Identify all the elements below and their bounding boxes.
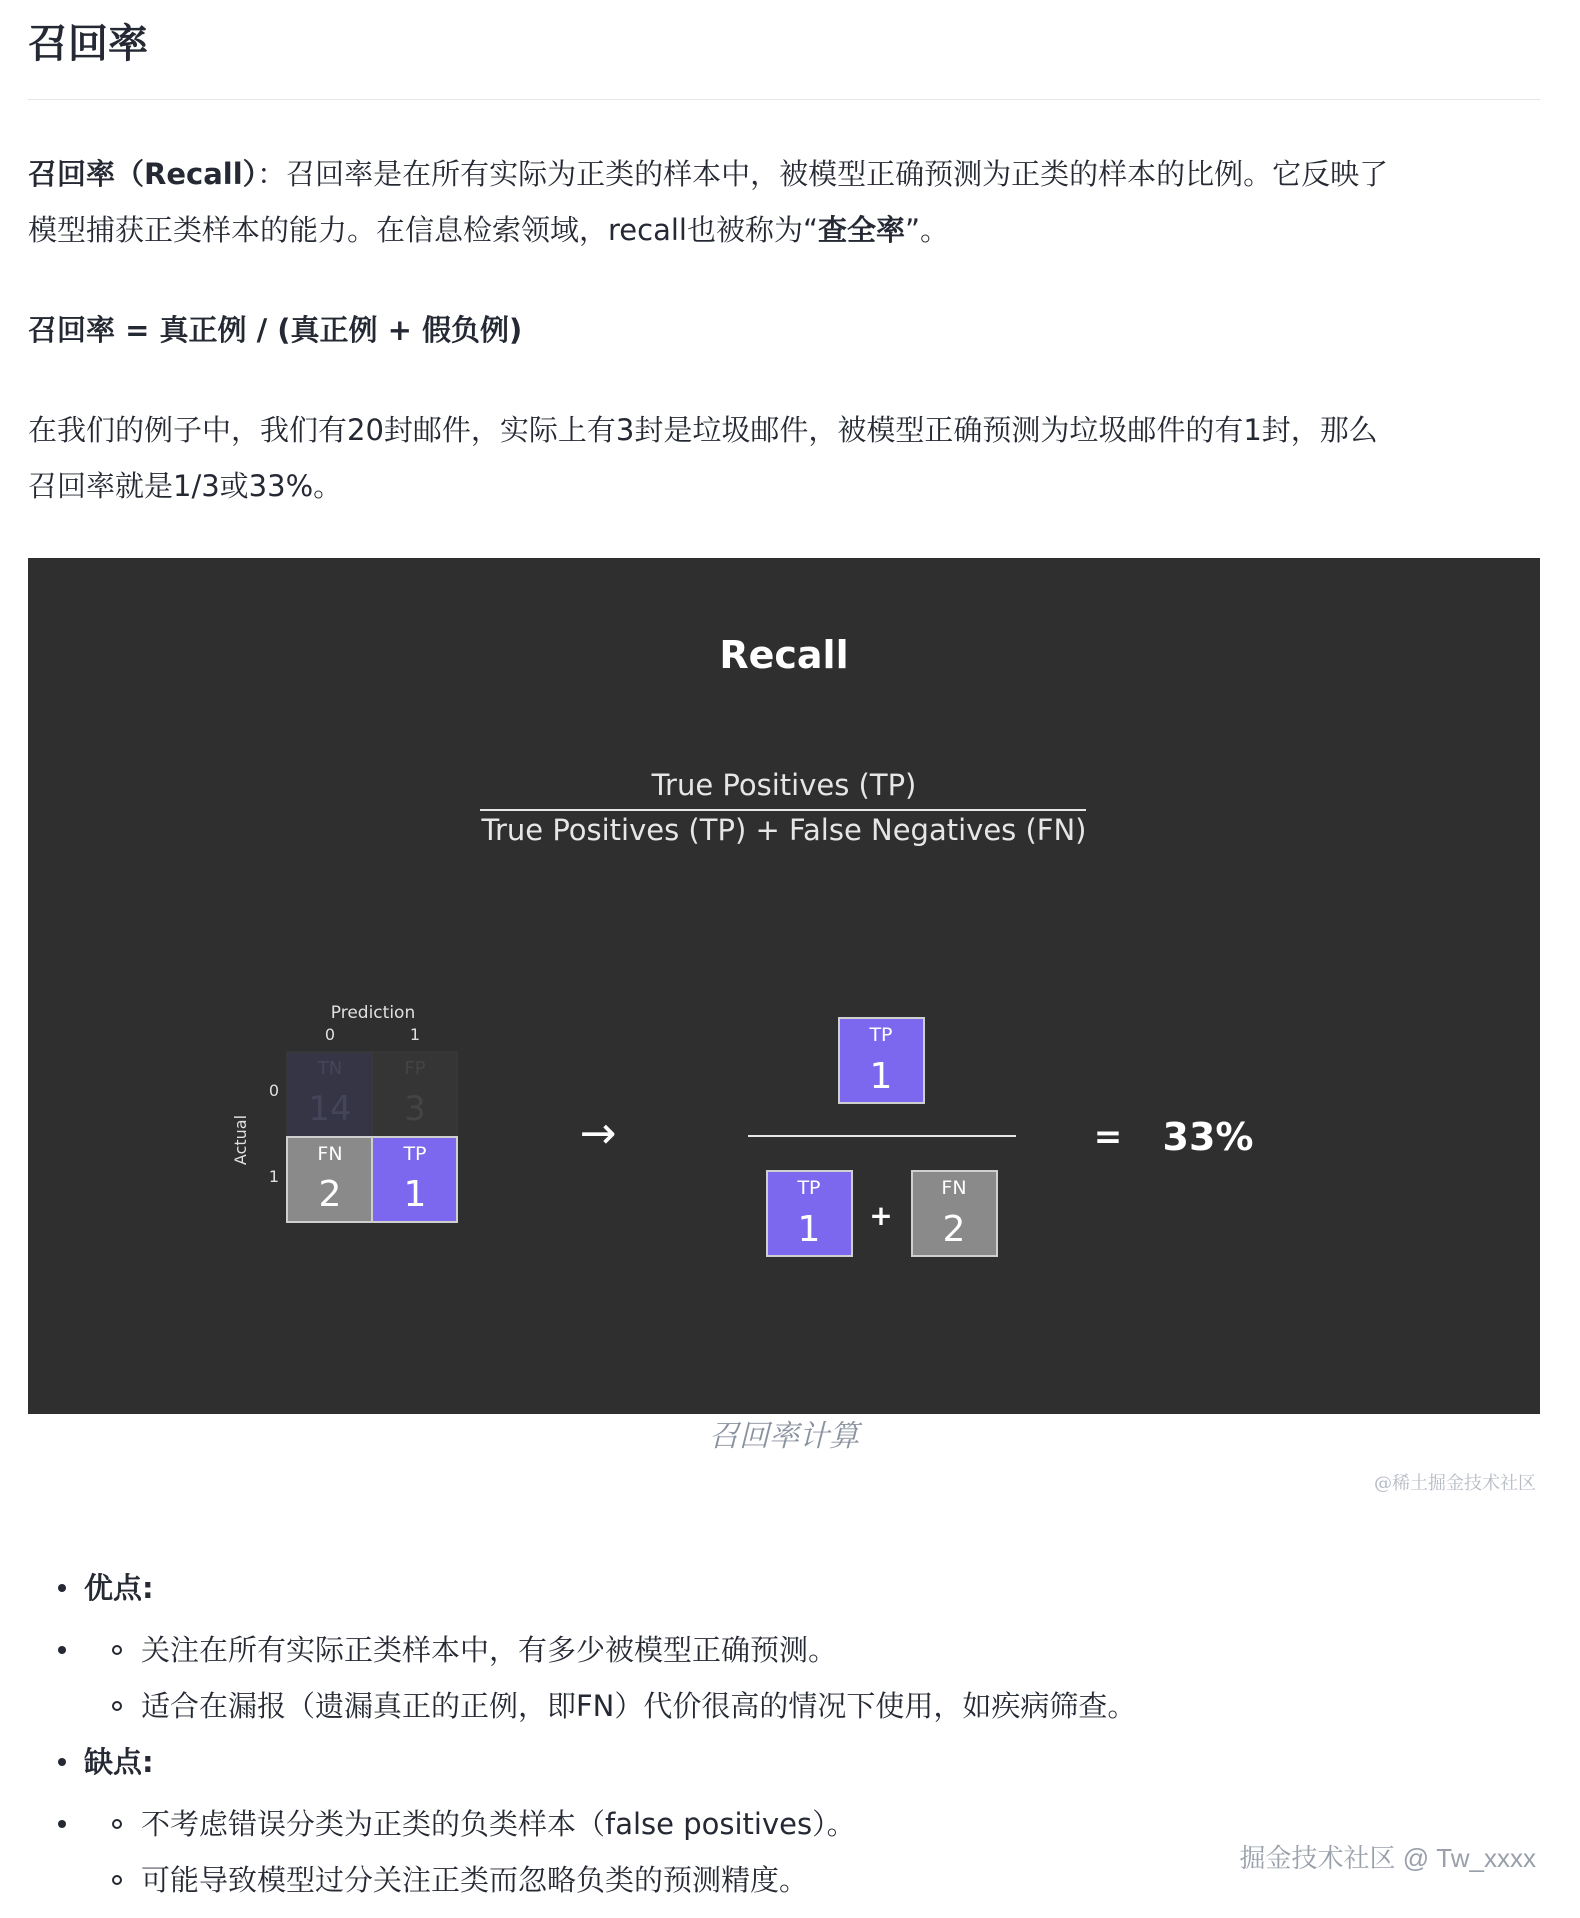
bullet-icon: [58, 1584, 66, 1592]
cons-title: 缺点:: [84, 1745, 154, 1779]
actual-row-0: 0: [268, 1081, 280, 1100]
figure-title: Recall: [719, 633, 849, 677]
cell-tp-label: TP: [403, 1143, 427, 1165]
fraction-bottom-tp-label: TP: [797, 1177, 821, 1199]
circle-bullet-icon: [112, 1819, 122, 1829]
circle-bullet-icon: [112, 1701, 122, 1711]
fraction-bottom-fn-label: FN: [941, 1177, 967, 1199]
bullet-icon: [58, 1820, 66, 1828]
cell-fn-label: FN: [317, 1143, 343, 1165]
circle-bullet-icon: [112, 1875, 122, 1885]
cell-fn-value: 2: [318, 1174, 342, 1215]
arrow-icon: →: [579, 1108, 617, 1159]
figure-caption: 召回率计算: [709, 1419, 859, 1454]
recall-diagram: [28, 558, 1540, 1414]
term-alias: 查全率: [818, 213, 906, 247]
definition-text-2: 模型捕获正类样本的能力。在信息检索领域，recall也被称为: [28, 213, 803, 247]
definition-text-1: ：召回率是在所有实际为正类的样本中，被模型正确预测为正类的样本的比例。它反映了: [257, 157, 1389, 191]
bullet-icon: [58, 1758, 66, 1766]
formula-numerator: True Positives (TP): [651, 768, 917, 802]
pros-item-1: 关注在所有实际正类样本中，有多少被模型正确预测。: [141, 1633, 838, 1667]
prediction-col-1: 1: [409, 1025, 421, 1044]
circle-bullet-icon: [112, 1645, 122, 1655]
fraction-bottom-fn-value: 2: [942, 1209, 966, 1250]
example-line-2: 召回率就是1/3或33%。: [28, 469, 343, 503]
actual-row-1: 1: [268, 1167, 280, 1186]
prediction-col-0: 0: [324, 1025, 336, 1044]
plus-sign: +: [869, 1199, 893, 1232]
cell-tp-value: 1: [403, 1174, 427, 1215]
cell-tn-value: 14: [308, 1089, 352, 1129]
cell-fp-label: FP: [404, 1058, 426, 1079]
example-line-1: 在我们的例子中，我们有20封邮件，实际上有3封是垃圾邮件，被模型正确预测为垃圾邮件的有1封，那么: [28, 413, 1378, 447]
heading-divider: [28, 99, 1540, 100]
actual-axis-label: Actual: [231, 1114, 250, 1166]
cell-tn-label: TN: [317, 1058, 343, 1079]
cons-item-2: 可能导致模型过分关注正类而忽略负类的预测精度。: [141, 1863, 809, 1897]
fraction-top-label: TP: [869, 1024, 893, 1046]
cons-item-1: 不考虑错误分类为正类的负类样本（false positives）。: [141, 1807, 856, 1841]
formula-paragraph: 召回率 = 真正例 / (真正例 + 假负例): [28, 313, 523, 347]
formula-denominator: True Positives (TP) + False Negatives (FN): [481, 813, 1087, 847]
prediction-axis-label: Prediction: [330, 1003, 416, 1023]
watermark-top: @稀土掘金技术社区: [1374, 1473, 1536, 1494]
bullet-icon: [58, 1646, 66, 1654]
fraction-bottom-tp-value: 1: [797, 1209, 821, 1250]
close-quote: ”。: [905, 213, 950, 247]
fraction-top-value: 1: [869, 1056, 893, 1097]
open-quote: “: [802, 213, 818, 247]
example-paragraph: [28, 402, 1540, 514]
equals-sign: =: [1093, 1117, 1123, 1157]
pros-item-2: 适合在漏报（遗漏真正的正例，即FN）代价很高的情况下使用，如疾病筛查。: [141, 1689, 1137, 1723]
pros-title: 优点:: [84, 1571, 154, 1605]
definition-paragraph: [28, 146, 1540, 258]
watermark-bottom: 掘金技术社区 @ Tw_xxxx: [1239, 1843, 1536, 1873]
recall-figure: [28, 558, 1540, 1414]
section-heading: 召回率: [28, 21, 148, 67]
result-value: 33%: [1162, 1115, 1254, 1159]
cell-fp-value: 3: [404, 1089, 426, 1129]
term-recall: 召回率（Recall）: [28, 157, 258, 191]
